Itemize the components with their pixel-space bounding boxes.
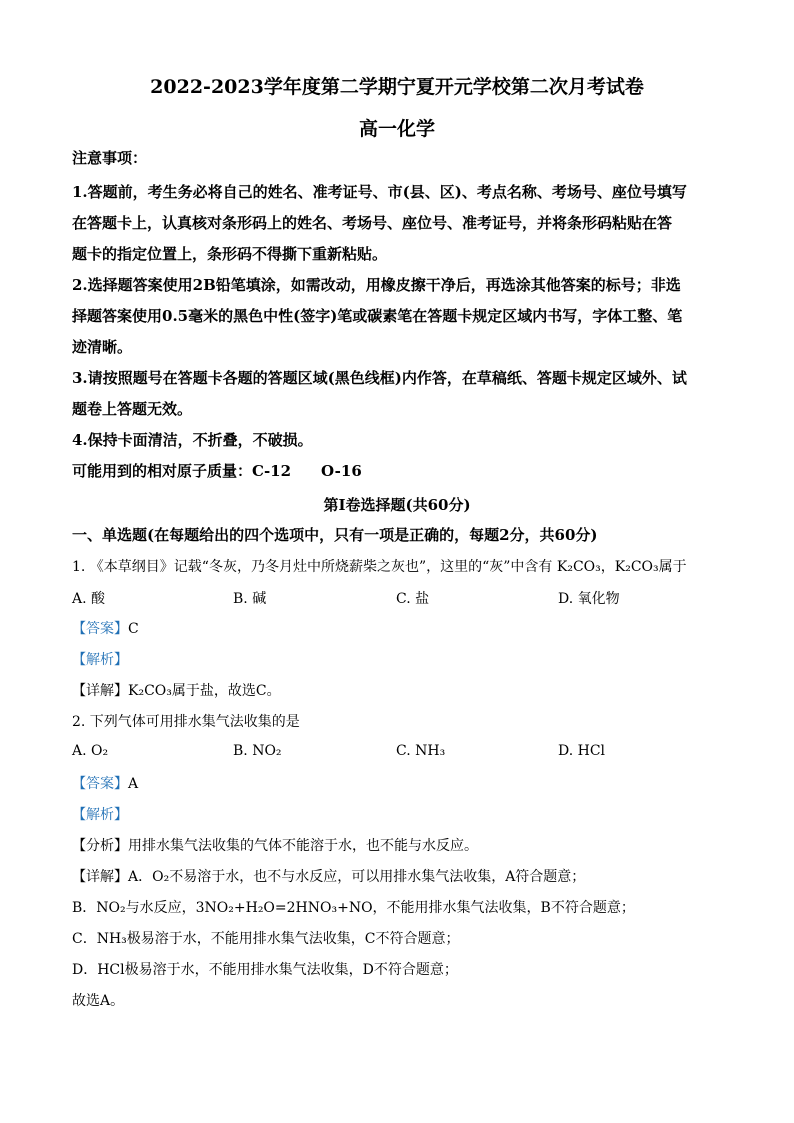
notice-item-2-line-1: 2.选择题答案使用2B铅笔填涂，如需改动，用橡皮擦干净后，再选涂其他答案的标号；非选 xyxy=(72,276,681,294)
q2-detail-line-b: B．NO₂与水反应，3NO₂+H₂O=2HNO₃+NO，不能用排水集气法收集，B不符合题意； xyxy=(72,900,635,916)
q2-stem: 2. 下列气体可用排水集气法收集的是 xyxy=(72,714,300,730)
q2-analysis xyxy=(72,836,732,856)
q1-option-b: B. 碱 xyxy=(233,591,267,607)
q2-analysis-tag: 【解析】 xyxy=(72,807,128,823)
q2-option-d: D. HCl xyxy=(558,743,606,759)
notice-item-1-line-1: 1.答题前，考生务必将自己的姓名、准考证号、市(县、区)、考点名称、考场号、座位号填写 xyxy=(72,183,687,201)
q1-detail-formula: K₂CO₃ xyxy=(128,683,172,699)
q1-detail xyxy=(72,681,732,701)
q1-answer-tag: 【答案】 xyxy=(72,621,128,637)
q2-detail-line-a: A．O₂不易溶于水，也不与水反应，可以用排水集气法收集，A符合题意； xyxy=(128,869,586,885)
q2-detail-line-d: D．HCl极易溶于水，不能用排水集气法收集，D不符合题意； xyxy=(72,962,458,978)
notice-item-1-line-2: 在答题卡上，认真核对条形码上的姓名、考场号、座位号、准考证号，并将条形码粘贴在答 xyxy=(72,214,673,232)
notice-item-3-line-1: 3.请按照题号在答题卡各题的答题区域(黑色线框)内作答，在草稿纸、答题卡规定区域外、试 xyxy=(72,369,687,387)
q1-answer-value: C xyxy=(128,621,139,637)
q2-analysis-text: 用排水集气法收集的气体不能溶于水，也不能与水反应。 xyxy=(128,838,478,854)
q1-stem-text-b: 属于 xyxy=(658,559,687,575)
q2-detail-tag: 【详解】 xyxy=(72,869,128,885)
q2-answer-tag: 【答案】 xyxy=(72,776,128,792)
section-title: 第I卷选择题(共60分) xyxy=(323,496,471,514)
notice-item-2-line-3: 迹清晰。 xyxy=(72,338,133,356)
notice-heading: 注意事项： xyxy=(72,149,148,167)
notice-item-4: 4.保持卡面清洁，不折叠，不破损。 xyxy=(72,431,313,449)
notice-item-2-line-2: 择题答案使用0.5毫米的黑色中性(签字)笔或碳素笔在答题卡规定区域内书写，字体工整、笔 xyxy=(72,307,683,325)
q1-stem: 1. 《本草纲目》记载“冬灰，乃冬月灶中所烧薪柴之灰也”，这里的“灰”中含有 K₂CO₃，K₂CO₃属于 xyxy=(72,559,687,575)
q1-formula-1: K₂CO₃ xyxy=(556,559,601,575)
page-subtitle: 高一化学 xyxy=(358,118,435,140)
q1-analysis-tag: 【解析】 xyxy=(72,652,128,668)
q2-analysis-sub-tag: 【分析】 xyxy=(72,838,128,854)
q1-detail-tag: 【详解】 xyxy=(72,683,128,699)
q1-answer xyxy=(72,619,732,639)
q2-detail-a xyxy=(72,867,732,887)
q1-option-a: A. 酸 xyxy=(72,591,106,607)
part-title: 一、单选题(在每题给出的四个选项中，只有一项是正确的，每题2分，共60分) xyxy=(72,526,598,544)
q2-answer xyxy=(72,774,732,794)
page-title: 2022-2023学年度第二学期宁夏开元学校第二次月考试卷 xyxy=(150,76,644,98)
q2-option-c: C. NH₃ xyxy=(396,743,446,759)
notice-item-1-line-3: 题卡的指定位置上，条形码不得撕下重新粘贴。 xyxy=(72,245,388,263)
q1-detail-text: 属于盐，故选C。 xyxy=(171,683,281,699)
q2-conclusion: 故选A。 xyxy=(72,993,125,1009)
q1-option-c: C. 盐 xyxy=(396,591,430,607)
q2-answer-value: A xyxy=(128,776,139,792)
q1-option-d: D. 氧化物 xyxy=(558,591,620,607)
notice-item-3-line-2: 题卷上答题无效。 xyxy=(72,400,193,418)
q2-option-b: B. NO₂ xyxy=(233,743,282,759)
atomic-mass-line: 可能用到的相对原子质量：C-12 O-16 xyxy=(72,462,362,480)
q2-detail-line-c: C．NH₃极易溶于水，不能用排水集气法收集，C不符合题意； xyxy=(72,931,460,947)
q1-stem-text-a: 1. 《本草纲目》记载“冬灰，乃冬月灶中所烧薪柴之灰也”，这里的“灰”中含有 xyxy=(72,559,553,575)
q1-formula-2: K₂CO₃ xyxy=(614,559,659,575)
q2-option-a: A. O₂ xyxy=(72,743,109,759)
